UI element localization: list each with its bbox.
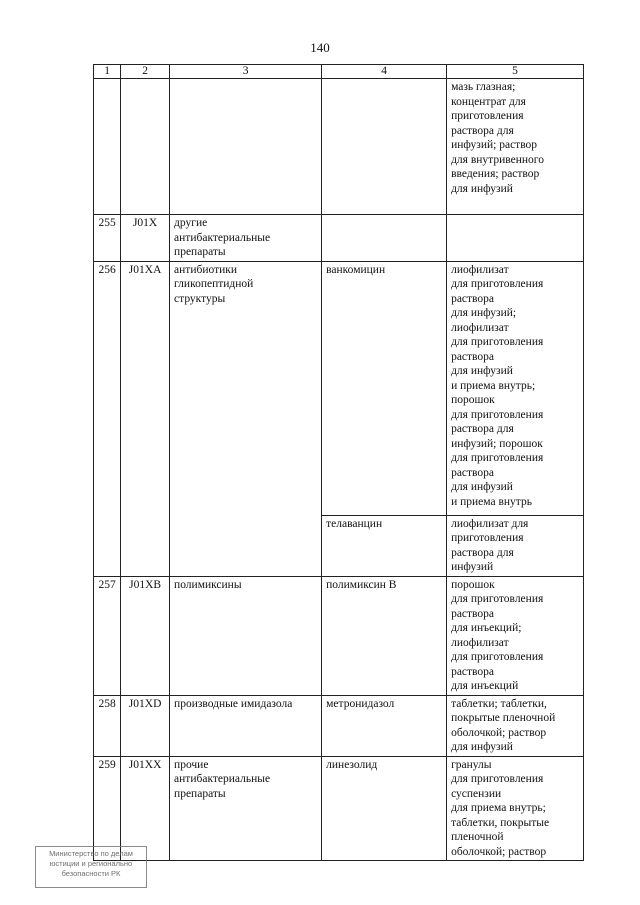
- row-number: 258: [94, 695, 121, 756]
- row-number: 255: [94, 215, 121, 262]
- table-row: [94, 576, 584, 695]
- drug-name: метронидазол: [322, 695, 447, 756]
- dosage-forms: [447, 215, 584, 262]
- drug-name: [322, 79, 447, 215]
- table-row: [94, 215, 584, 262]
- group-name: полимиксины: [170, 576, 322, 695]
- dosage-forms: порошок для приготовления раствора для инъекций; лиофилизат для приготовления раствора для инъекций: [447, 576, 584, 695]
- row-number: 259: [94, 756, 121, 861]
- column-header-5: 5: [447, 65, 584, 79]
- header-row: [94, 65, 584, 79]
- drug-name: линезолид: [322, 756, 447, 861]
- drug-name: ванкомицин: [322, 261, 447, 515]
- row-number: 257: [94, 576, 121, 695]
- atc-code: J01X: [121, 215, 170, 262]
- atc-code: J01XB: [121, 576, 170, 695]
- group-name: [170, 79, 322, 215]
- column-header-4: 4: [322, 65, 447, 79]
- group-name: антибиотики гликопептидной структуры: [170, 261, 322, 576]
- column-header-2: 2: [121, 65, 170, 79]
- registration-stamp: Министерство по делам юстиции и регионально безопасности РК: [35, 846, 147, 888]
- column-header-3: 3: [170, 65, 322, 79]
- atc-code: J01XD: [121, 695, 170, 756]
- table-row: [94, 79, 584, 215]
- dosage-forms: лиофилизат для приготовления раствора для инфузий: [447, 515, 584, 576]
- atc-code: J01XX: [121, 756, 170, 861]
- row-number: [94, 79, 121, 215]
- drug-table: [93, 64, 584, 861]
- drug-name: [322, 215, 447, 262]
- drug-name: полимиксин В: [322, 576, 447, 695]
- atc-code: J01XA: [121, 261, 170, 576]
- dosage-forms: лиофилизат для приготовления раствора для инфузий; лиофилизат для приготовления раствора для инфузий и приема внутрь; порошок для приготовления раствора для инфузий; порошок для приготовления раствора для инфузий и приема внутрь: [447, 261, 584, 515]
- drug-name: телаванцин: [322, 515, 447, 576]
- dosage-forms: таблетки; таблетки, покрытые пленочной оболочкой; раствор для инфузий: [447, 695, 584, 756]
- page-number: 140: [310, 40, 330, 55]
- table-row: [94, 756, 584, 861]
- column-header-1: 1: [94, 65, 121, 79]
- group-name: производные имидазола: [170, 695, 322, 756]
- dosage-forms: мазь глазная; концентрат для приготовления раствора для инфузий; раствор для внутривенного введения; раствор для инфузий: [447, 79, 584, 215]
- group-name: прочие антибактериальные препараты: [170, 756, 322, 861]
- table-row: [94, 261, 584, 515]
- atc-code: [121, 79, 170, 215]
- row-number: 256: [94, 261, 121, 576]
- dosage-forms: гранулы для приготовления суспензии для приема внутрь; таблетки, покрытые пленочной оболочкой; раствор: [447, 756, 584, 861]
- group-name: другие антибактериальные препараты: [170, 215, 322, 262]
- table-row: [94, 695, 584, 756]
